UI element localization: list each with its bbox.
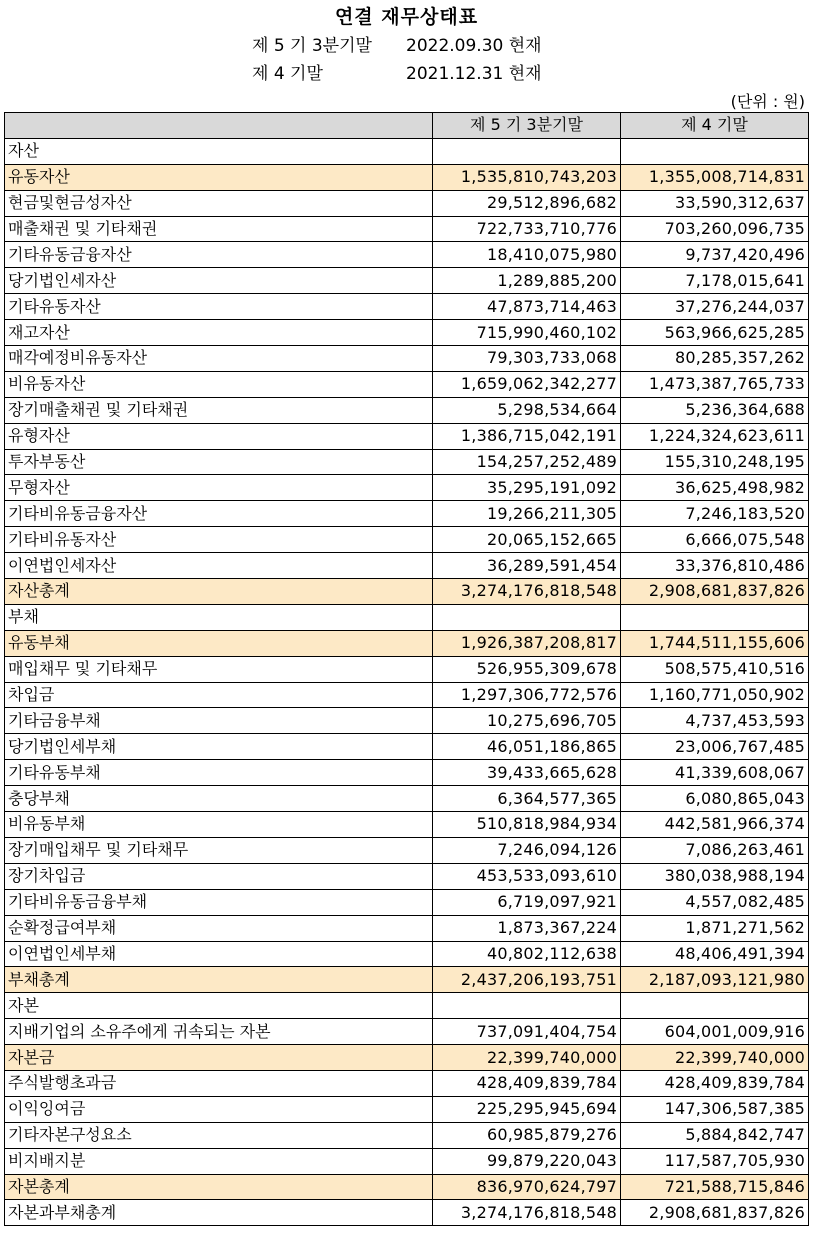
account-label: 부채총계 (5, 967, 433, 993)
table-body (5, 138, 809, 1225)
account-label: 자산 (5, 138, 433, 164)
account-label: 매각예정비유동자산 (5, 346, 433, 372)
current-period-amount: 1,926,387,208,817 (433, 630, 621, 656)
current-period-amount: 510,818,984,934 (433, 812, 621, 838)
prior-period-amount: 6,666,075,548 (621, 527, 809, 553)
current-period-amount: 40,802,112,638 (433, 941, 621, 967)
period-prior (252, 59, 542, 84)
prior-period-amount: 4,737,453,593 (621, 708, 809, 734)
prior-period-amount: 41,339,608,067 (621, 760, 809, 786)
table-row (5, 1122, 809, 1148)
current-period-amount: 1,297,306,772,576 (433, 682, 621, 708)
period-current-date: 2022.09.30 현재 (406, 36, 542, 56)
account-label: 자본 (5, 993, 433, 1019)
table-row (5, 138, 809, 164)
table-row (5, 760, 809, 786)
account-label: 매입채무 및 기타채무 (5, 656, 433, 682)
table-row (5, 941, 809, 967)
table-row (5, 449, 809, 475)
current-period-amount: 10,275,696,705 (433, 708, 621, 734)
prior-period-amount: 604,001,009,916 (621, 1019, 809, 1045)
period-prior-date: 2021.12.31 현재 (406, 64, 542, 84)
prior-period-amount: 380,038,988,194 (621, 863, 809, 889)
table-row (5, 579, 809, 605)
account-label: 기타비유동자산 (5, 527, 433, 553)
current-period-amount: 39,433,665,628 (433, 760, 621, 786)
prior-period-amount: 1,355,008,714,831 (621, 164, 809, 190)
prior-period-amount: 428,409,839,784 (621, 1070, 809, 1096)
prior-period-amount: 33,590,312,637 (621, 190, 809, 216)
balance-sheet-table (4, 112, 809, 1226)
prior-period-amount: 48,406,491,394 (621, 941, 809, 967)
current-period-amount: 7,246,094,126 (433, 837, 621, 863)
account-label: 자본총계 (5, 1174, 433, 1200)
prior-period-amount: 2,908,681,837,826 (621, 1200, 809, 1226)
period-current-label: 제 5 기 3분기말 (252, 36, 372, 56)
account-label: 주식발행초과금 (5, 1070, 433, 1096)
table-row (5, 1148, 809, 1174)
current-period-amount: 3,274,176,818,548 (433, 579, 621, 605)
prior-period-amount: 508,575,410,516 (621, 656, 809, 682)
prior-period-amount (621, 604, 809, 630)
prior-period-amount: 1,871,271,562 (621, 915, 809, 941)
account-label: 현금및현금성자산 (5, 190, 433, 216)
period-prior-label: 제 4 기말 (252, 64, 323, 84)
table-row (5, 216, 809, 242)
current-period-amount: 154,257,252,489 (433, 449, 621, 475)
column-header-prior: 제 4 기말 (621, 113, 809, 139)
prior-period-amount: 37,276,244,037 (621, 294, 809, 320)
table-row (5, 786, 809, 812)
account-label: 당기법인세부채 (5, 734, 433, 760)
prior-period-amount: 22,399,740,000 (621, 1045, 809, 1071)
current-period-amount: 36,289,591,454 (433, 553, 621, 579)
prior-period-amount: 4,557,082,485 (621, 889, 809, 915)
current-period-amount: 453,533,093,610 (433, 863, 621, 889)
table-row (5, 371, 809, 397)
prior-period-amount: 442,581,966,374 (621, 812, 809, 838)
table-row (5, 630, 809, 656)
prior-period-amount: 7,178,015,641 (621, 268, 809, 294)
prior-period-amount: 155,310,248,195 (621, 449, 809, 475)
table-row (5, 423, 809, 449)
statement-title: 연결 재무상태표 (334, 6, 479, 28)
current-period-amount: 715,990,460,102 (433, 320, 621, 346)
prior-period-amount: 80,285,357,262 (621, 346, 809, 372)
prior-period-amount: 5,884,842,747 (621, 1122, 809, 1148)
current-period-amount: 60,985,879,276 (433, 1122, 621, 1148)
account-label: 투자부동산 (5, 449, 433, 475)
account-label: 이익잉여금 (5, 1096, 433, 1122)
account-label: 무형자산 (5, 475, 433, 501)
account-label: 자본과부채총계 (5, 1200, 433, 1226)
current-period-amount: 3,274,176,818,548 (433, 1200, 621, 1226)
period-current (252, 31, 542, 56)
table-row (5, 1200, 809, 1226)
prior-period-amount (621, 138, 809, 164)
account-label: 이연법인세부채 (5, 941, 433, 967)
table-row (5, 863, 809, 889)
prior-period-amount: 7,086,263,461 (621, 837, 809, 863)
account-label: 이연법인세자산 (5, 553, 433, 579)
column-header-account (5, 113, 433, 139)
account-label: 당기법인세자산 (5, 268, 433, 294)
account-label: 유동자산 (5, 164, 433, 190)
current-period-amount: 225,295,945,694 (433, 1096, 621, 1122)
prior-period-amount: 1,224,324,623,611 (621, 423, 809, 449)
prior-period-amount: 703,260,096,735 (621, 216, 809, 242)
column-header-current: 제 5 기 3분기말 (433, 113, 621, 139)
account-label: 자본금 (5, 1045, 433, 1071)
account-label: 기타금융부채 (5, 708, 433, 734)
prior-period-amount: 9,737,420,496 (621, 242, 809, 268)
current-period-amount: 428,409,839,784 (433, 1070, 621, 1096)
table-row (5, 889, 809, 915)
account-label: 장기매출채권 및 기타채권 (5, 397, 433, 423)
prior-period-amount: 1,744,511,155,606 (621, 630, 809, 656)
table-row (5, 475, 809, 501)
account-label: 비유동부채 (5, 812, 433, 838)
current-period-amount: 47,873,714,463 (433, 294, 621, 320)
table-row (5, 1174, 809, 1200)
account-label: 자산총계 (5, 579, 433, 605)
current-period-amount: 6,364,577,365 (433, 786, 621, 812)
table-row (5, 268, 809, 294)
table-row (5, 734, 809, 760)
current-period-amount: 35,295,191,092 (433, 475, 621, 501)
account-label: 지배기업의 소유주에게 귀속되는 자본 (5, 1019, 433, 1045)
prior-period-amount: 147,306,587,385 (621, 1096, 809, 1122)
account-label: 재고자산 (5, 320, 433, 346)
table-row (5, 837, 809, 863)
prior-period-amount: 1,473,387,765,733 (621, 371, 809, 397)
table-row (5, 346, 809, 372)
account-label: 비유동자산 (5, 371, 433, 397)
unit-label: (단위 : 원) (730, 92, 805, 111)
account-label: 매출채권 및 기타채권 (5, 216, 433, 242)
account-label: 부채 (5, 604, 433, 630)
table-row (5, 656, 809, 682)
prior-period-amount: 7,246,183,520 (621, 501, 809, 527)
table-row (5, 397, 809, 423)
current-period-amount: 99,879,220,043 (433, 1148, 621, 1174)
prior-period-amount: 117,587,705,930 (621, 1148, 809, 1174)
account-label: 기타유동부채 (5, 760, 433, 786)
table-row (5, 1045, 809, 1071)
table-row (5, 993, 809, 1019)
prior-period-amount: 33,376,810,486 (621, 553, 809, 579)
account-label: 기타비유동금융부채 (5, 889, 433, 915)
account-label: 순확정급여부채 (5, 915, 433, 941)
account-label: 기타유동금융자산 (5, 242, 433, 268)
prior-period-amount: 1,160,771,050,902 (621, 682, 809, 708)
prior-period-amount: 2,187,093,121,980 (621, 967, 809, 993)
prior-period-amount: 2,908,681,837,826 (621, 579, 809, 605)
account-label: 비지배지분 (5, 1148, 433, 1174)
current-period-amount (433, 993, 621, 1019)
prior-period-amount: 563,966,625,285 (621, 320, 809, 346)
current-period-amount: 22,399,740,000 (433, 1045, 621, 1071)
account-label: 충당부채 (5, 786, 433, 812)
current-period-amount: 526,955,309,678 (433, 656, 621, 682)
table-row (5, 190, 809, 216)
account-label: 유형자산 (5, 423, 433, 449)
table-row (5, 1070, 809, 1096)
prior-period-amount: 721,588,715,846 (621, 1174, 809, 1200)
current-period-amount (433, 604, 621, 630)
current-period-amount: 29,512,896,682 (433, 190, 621, 216)
table-row (5, 708, 809, 734)
account-label: 기타비유동금융자산 (5, 501, 433, 527)
current-period-amount: 20,065,152,665 (433, 527, 621, 553)
table-row (5, 1019, 809, 1045)
prior-period-amount: 5,236,364,688 (621, 397, 809, 423)
table-row (5, 242, 809, 268)
current-period-amount: 836,970,624,797 (433, 1174, 621, 1200)
account-label: 장기매입채무 및 기타채무 (5, 837, 433, 863)
table-row (5, 604, 809, 630)
current-period-amount: 2,437,206,193,751 (433, 967, 621, 993)
current-period-amount: 6,719,097,921 (433, 889, 621, 915)
table-row (5, 682, 809, 708)
current-period-amount: 1,659,062,342,277 (433, 371, 621, 397)
account-label: 기타유동자산 (5, 294, 433, 320)
prior-period-amount: 23,006,767,485 (621, 734, 809, 760)
current-period-amount: 5,298,534,664 (433, 397, 621, 423)
account-label: 장기차입금 (5, 863, 433, 889)
current-period-amount: 79,303,733,068 (433, 346, 621, 372)
table-row (5, 294, 809, 320)
table-row (5, 320, 809, 346)
table-row (5, 812, 809, 838)
current-period-amount: 1,289,885,200 (433, 268, 621, 294)
current-period-amount: 737,091,404,754 (433, 1019, 621, 1045)
prior-period-amount: 6,080,865,043 (621, 786, 809, 812)
current-period-amount (433, 138, 621, 164)
table-row (5, 1096, 809, 1122)
current-period-amount: 18,410,075,980 (433, 242, 621, 268)
table-row (5, 527, 809, 553)
current-period-amount: 1,386,715,042,191 (433, 423, 621, 449)
table-row (5, 164, 809, 190)
account-label: 유동부채 (5, 630, 433, 656)
current-period-amount: 1,873,367,224 (433, 915, 621, 941)
current-period-amount: 19,266,211,305 (433, 501, 621, 527)
account-label: 기타자본구성요소 (5, 1122, 433, 1148)
current-period-amount: 722,733,710,776 (433, 216, 621, 242)
account-label: 차입금 (5, 682, 433, 708)
prior-period-amount (621, 993, 809, 1019)
prior-period-amount: 36,625,498,982 (621, 475, 809, 501)
table-row (5, 915, 809, 941)
current-period-amount: 1,535,810,743,203 (433, 164, 621, 190)
table-row (5, 967, 809, 993)
current-period-amount: 46,051,186,865 (433, 734, 621, 760)
table-header-row (5, 113, 809, 139)
table-row (5, 501, 809, 527)
table-row (5, 553, 809, 579)
